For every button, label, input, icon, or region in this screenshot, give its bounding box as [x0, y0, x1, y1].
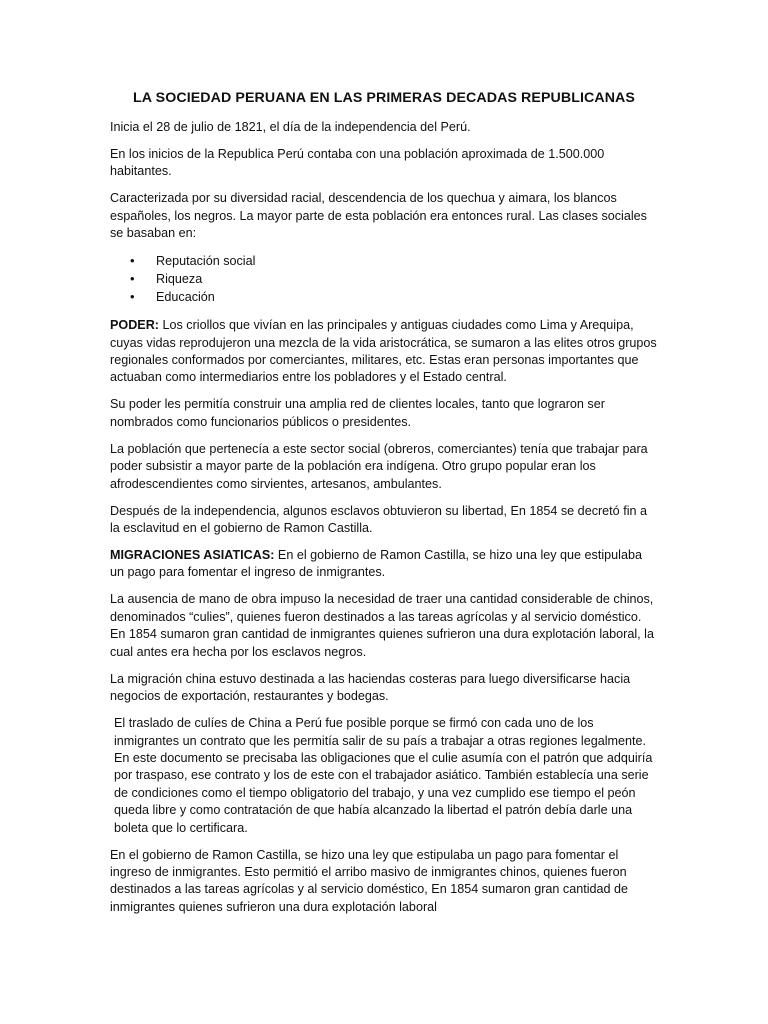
document-page	[110, 88, 658, 926]
document-title: LA SOCIEDAD PERUANA EN LAS PRIMERAS DECADAS REPUBLICANAS	[133, 90, 635, 106]
paragraph-diversity: Caracterizada por su diversidad racial, descendencia de los quechua y aimara, los blancos españoles, los negros. La mayor parte de esta población era entonces rural. Las clases sociales se basaban en:	[110, 191, 647, 241]
paragraph-migraciones-text: En el gobierno de Ramon Castilla, se hizo una ley que estipulaba un pago para fomentar el ingreso de inmigrantes.	[110, 548, 642, 580]
paragraph-independence: Inicia el 28 de julio de 1821, el día de la independencia del Perú.	[110, 120, 471, 134]
paragraph-castilla-law: En el gobierno de Ramon Castilla, se hizo una ley que estipulaba un pago para fomentar el ingreso de inmigrantes. Esto permitió el arribo masivo de inmigrantes chinos, quienes fueron destinados a las tareas agrícolas y al servicio doméstico, En 1854 sumaron gran cantidad de inmigrantes quienes sufrieron una dura explotación laboral	[110, 847, 629, 914]
paragraph-population-sector: La población que pertenecía a este sector social (obreros, comerciantes) tenía que trabajar para poder subsistir a mayor parte de la población era indígena. Otro grupo popular eran los afrodescendientes como sirvientes, artesanos, ambulantes.	[110, 441, 648, 491]
paragraph-power-network: Su poder les permitía construir una amplia red de clientes locales, tanto que lograron ser nombrados como funcionarios públicos o presidentes.	[110, 397, 605, 429]
heading-migraciones: MIGRACIONES ASIATICAS:	[110, 548, 275, 563]
heading-poder: PODER:	[110, 318, 159, 333]
paragraph-migraciones	[110, 547, 658, 582]
paragraph-population: En los inicios de la Republica Perú contaba con una población aproximada de 1.500.000 habitantes.	[110, 147, 605, 179]
paragraph-labor-shortage: La ausencia de mano de obra impuso la necesidad de traer una cantidad considerable de chinos, denominados “culies”, quienes fueron destinados a las tareas agrícolas y al servicio doméstico. En 1854 sumaron gran cantidad de inmigrantes quienes sufrieron una dura explotación laboral, la cual antes era hecha por los esclavos negros.	[110, 592, 654, 659]
paragraph-chinese-migration: La migración china estuvo destinada a las haciendas costeras para luego diversificarse hacia negocios de exportación, restaurantes y bodegas.	[110, 671, 631, 704]
social-classes-list	[110, 252, 658, 306]
list-item: • Riqueza	[110, 270, 658, 288]
paragraph-slavery-end: Después de la independencia, algunos esclavos obtuvieron su libertad, En 1854 se decretó fin a la esclavitud en el gobierno de Ramon Castilla.	[110, 503, 647, 536]
paragraph-poder	[110, 317, 658, 387]
paragraph-poder-text: Los criollos que vivían en las principales y antiguas ciudades como Lima y Arequipa, cuyas vidas reprodujeron una mezcla de la vida aristocrática, se sumaron a las elites otros grupos regionales conformados por comerciantes, militares, etc. Estas eran personas importantes que actuaban como intermediarios entre los pobladores y el Estado central.	[110, 318, 657, 385]
paragraph-culies-contract: El traslado de culíes de China a Perú fue posible porque se firmó con cada uno de los inmigrantes un contrato que les permitía salir de su país a trabajar a otras regiones legalmente. En este documento se precisaba las obligaciones que el culie asumía con el patrón que adquiría por traspaso, ese contrato y los de este con el trabajador asiático. También establecía una serie de condiciones como el tiempo obligatorio del trabajo, y una vez cumplido ese tiempo el peón queda libre y como contratación de que había alcanzado la libertad el patrón debía darle una boleta que lo certificara.	[114, 716, 653, 835]
list-item: • Reputación social	[110, 252, 658, 270]
list-item: • Educación	[110, 288, 658, 306]
